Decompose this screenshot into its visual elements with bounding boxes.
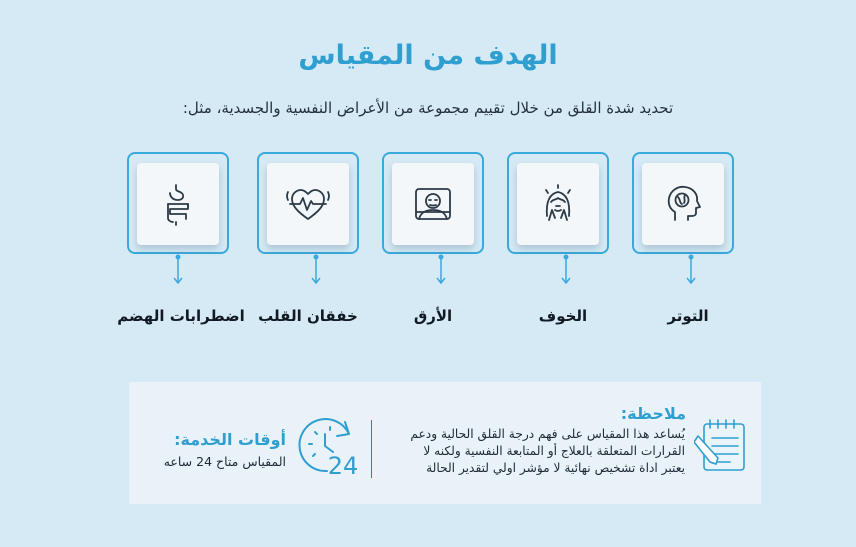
head-stress-icon — [661, 182, 705, 226]
note-line: يعتبر اداة تشخيص نهائية لا مؤشر اولي لتقدير الحالة — [426, 461, 685, 475]
clock-number: 24 — [327, 452, 359, 480]
symptom-card-heartbeat — [257, 152, 359, 254]
divider — [371, 420, 372, 478]
connector-arrow — [560, 254, 572, 286]
heartbeat-icon — [286, 182, 330, 226]
service-hours-title: أوقات الخدمة: — [174, 430, 286, 449]
notepad-pencil-icon — [694, 416, 750, 474]
symptom-label-insomnia: الأرق — [413, 307, 453, 325]
symptom-label-heartbeat: خفقان القلب — [258, 307, 358, 325]
note-panel — [129, 382, 761, 504]
note-line: القرارات المتعلقة بالعلاج أو المتابعة النفسية ولكنه لا — [423, 444, 685, 458]
insomnia-icon — [411, 182, 455, 226]
connector-arrow — [685, 254, 697, 286]
symptom-card-tension — [632, 152, 734, 254]
digestive-icon — [156, 182, 200, 226]
clock-24-icon — [297, 414, 359, 480]
note-line: يُساعد هذا المقياس على فهم درجة القلق الحالية ودعم — [410, 427, 685, 441]
connector-arrow — [172, 254, 184, 286]
note-body — [385, 426, 685, 477]
symptom-card-digestive — [127, 152, 229, 254]
page-title: الهدف من المقياس — [298, 40, 558, 71]
fear-face-icon — [536, 182, 580, 226]
page-subtitle: تحديد شدة القلق من خلال تقييم مجموعة من الأعراض النفسية والجسدية، مثل: — [182, 99, 674, 117]
symptom-card-insomnia — [382, 152, 484, 254]
connector-arrow — [435, 254, 447, 286]
symptom-label-digestive: اضطرابات الهضم — [117, 307, 245, 325]
symptom-label-tension: التوتر — [667, 307, 709, 325]
connector-arrow — [310, 254, 322, 286]
service-hours-text: المقياس متاح 24 ساعه — [163, 454, 286, 469]
symptom-card-fear — [507, 152, 609, 254]
note-title: ملاحظة: — [620, 404, 686, 423]
symptom-label-fear: الخوف — [538, 307, 588, 325]
